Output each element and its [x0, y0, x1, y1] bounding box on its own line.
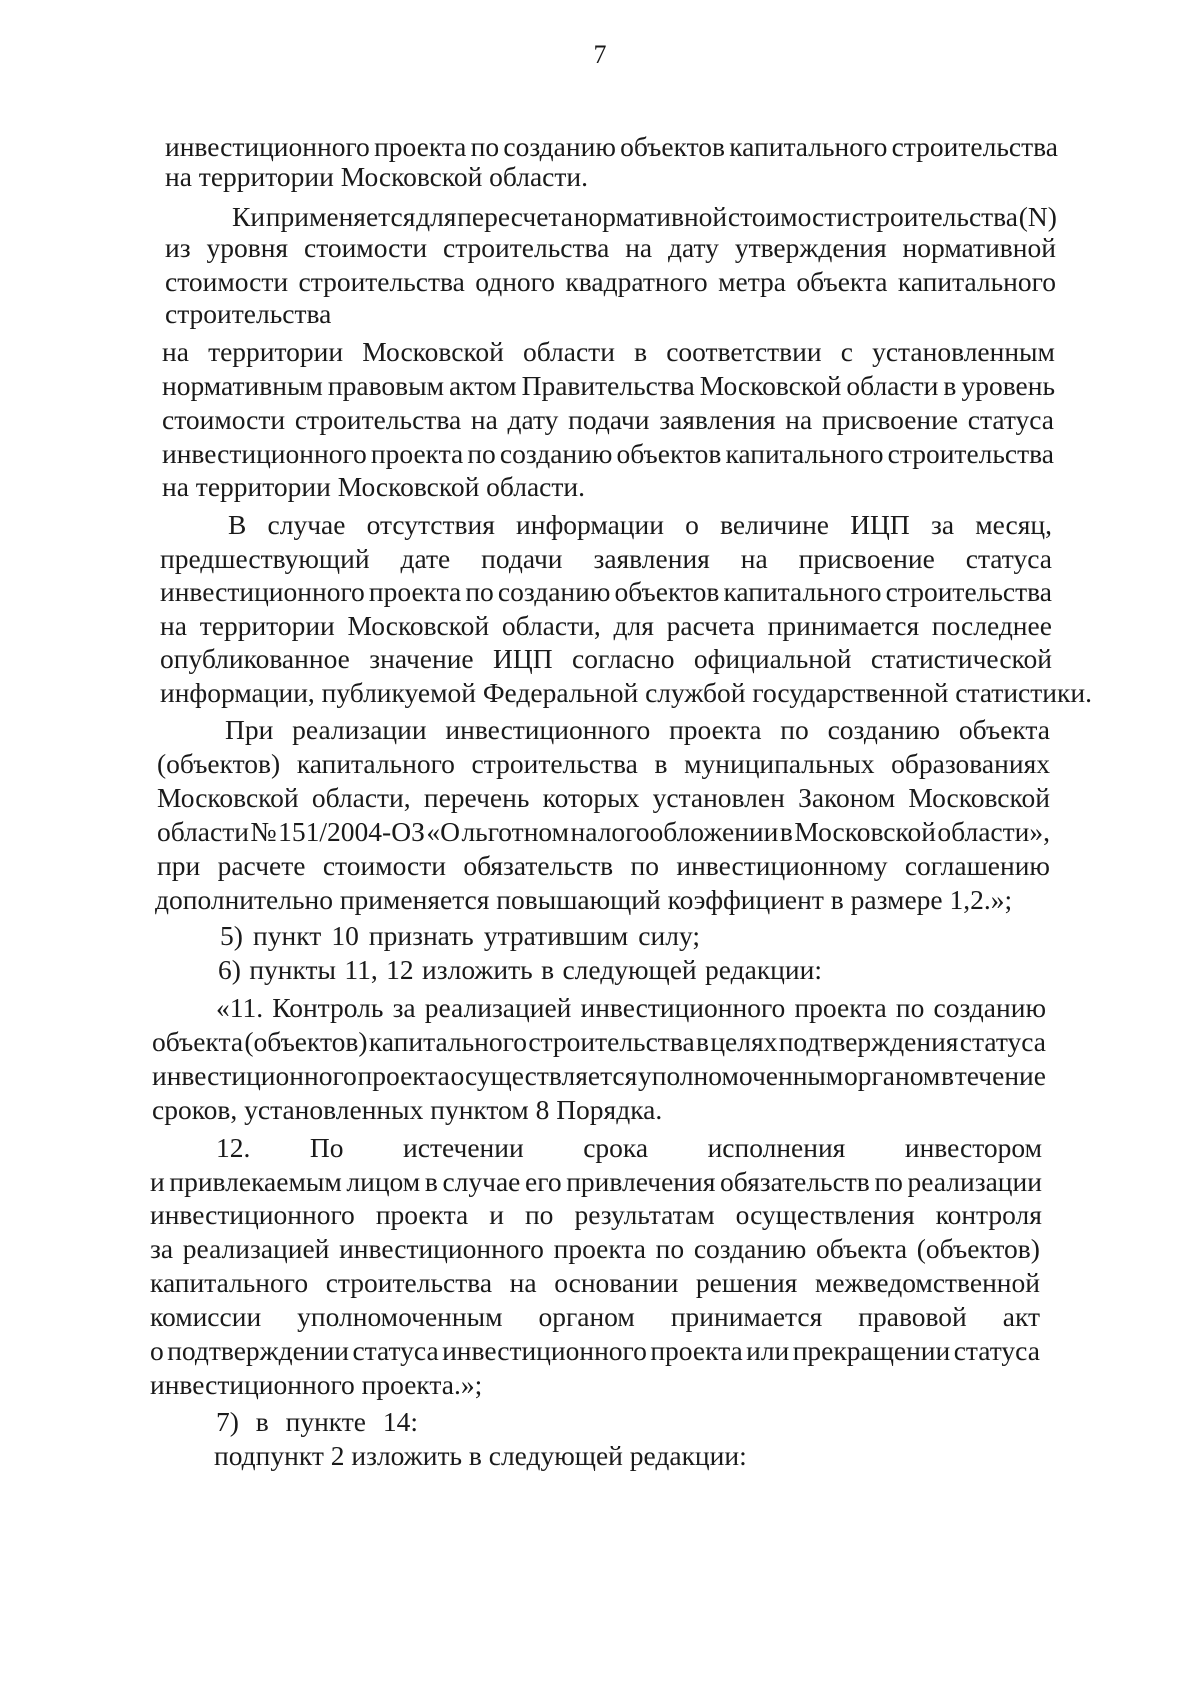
text-line: при расчете стоимости обязательств по инвестиционному соглашению: [157, 850, 1050, 881]
text-line: за реализацией инвестиционного проекта по созданию объекта (объектов): [150, 1233, 1040, 1264]
text-line: инвестиционного проекта.»;: [150, 1369, 483, 1400]
text-line: нормативным правовым актом Правительства Московской области в уровень: [162, 370, 1055, 401]
text-line: Ки применяется для пересчета нормативной стоимости строительства (N): [232, 201, 1057, 232]
text-line: на территории Московской области.: [162, 471, 585, 502]
text-line: (объектов) капитального строительства в муниципальных образованиях: [157, 748, 1050, 779]
text-line: сроков, установленных пунктом 8 Порядка.: [152, 1094, 663, 1125]
text-line: строительства: [165, 298, 332, 329]
text-line: информации, публикуемой Федеральной службой государственной статистики.: [160, 677, 1092, 708]
page-number: 7: [593, 40, 607, 69]
text-line: инвестиционного проекта осуществляется уполномоченным органом в течение: [152, 1060, 1046, 1091]
text-line: При реализации инвестиционного проекта по созданию объекта: [225, 714, 1050, 745]
text-line: инвестиционного проекта по созданию объектов капитального строительства: [165, 131, 1058, 162]
text-line: области № 151/2004-ОЗ «О льготном налогообложении в Московской области»,: [157, 816, 1050, 847]
text-line: объекта (объектов) капитального строительства в целях подтверждения статуса: [152, 1026, 1046, 1057]
text-line: опубликованное значение ИЦП согласно официальной статистической: [160, 643, 1052, 674]
text-line: 7) в пункте 14:: [216, 1406, 418, 1437]
text-line: стоимости строительства одного квадратного метра объекта капитального: [165, 266, 1056, 297]
text-line: на территории Московской области.: [165, 161, 588, 192]
text-line: на территории Московской области в соответствии с установленным: [162, 336, 1055, 367]
text-line: «11. Контроль за реализацией инвестиционного проекта по созданию: [216, 992, 1046, 1023]
text-line: подпункт 2 изложить в следующей редакции:: [214, 1440, 747, 1471]
text-line: стоимости строительства на дату подачи заявления на присвоение статуса: [162, 404, 1054, 435]
text-line: 12. По истечении срока исполнения инвестором: [216, 1132, 1042, 1163]
text-line: комиссии уполномоченным органом принимается правовой акт: [150, 1301, 1040, 1332]
text-line: капитального строительства на основании решения межведомственной: [150, 1267, 1040, 1298]
text-line: на территории Московской области, для расчета принимается последнее: [160, 610, 1052, 641]
text-line: предшествующий дате подачи заявления на присвоение статуса: [160, 543, 1052, 574]
text-line: В случае отсутствия информации о величине ИЦП за месяц,: [228, 509, 1052, 540]
text-line: дополнительно применяется повышающий коэффициент в размере 1,2.»;: [155, 884, 1013, 915]
text-line: о подтверждении статуса инвестиционного проекта или прекращении статуса: [150, 1335, 1040, 1366]
text-line: из уровня стоимости строительства на дату утверждения нормативной: [165, 232, 1056, 263]
text-line: Московской области, перечень которых установлен Законом Московской: [157, 782, 1050, 813]
text-line: 5) пункт 10 признать утратившим силу;: [220, 920, 700, 951]
text-line: инвестиционного проекта и по результатам осуществления контроля: [150, 1199, 1042, 1230]
text-line: и привлекаемым лицом в случае его привлечения обязательств по реализации: [150, 1166, 1042, 1197]
text-line: инвестиционного проекта по созданию объектов капитального строительства: [160, 576, 1052, 607]
text-line: 6) пункты 11, 12 изложить в следующей редакции:: [218, 954, 822, 985]
text-line: инвестиционного проекта по созданию объектов капитального строительства: [162, 438, 1054, 469]
